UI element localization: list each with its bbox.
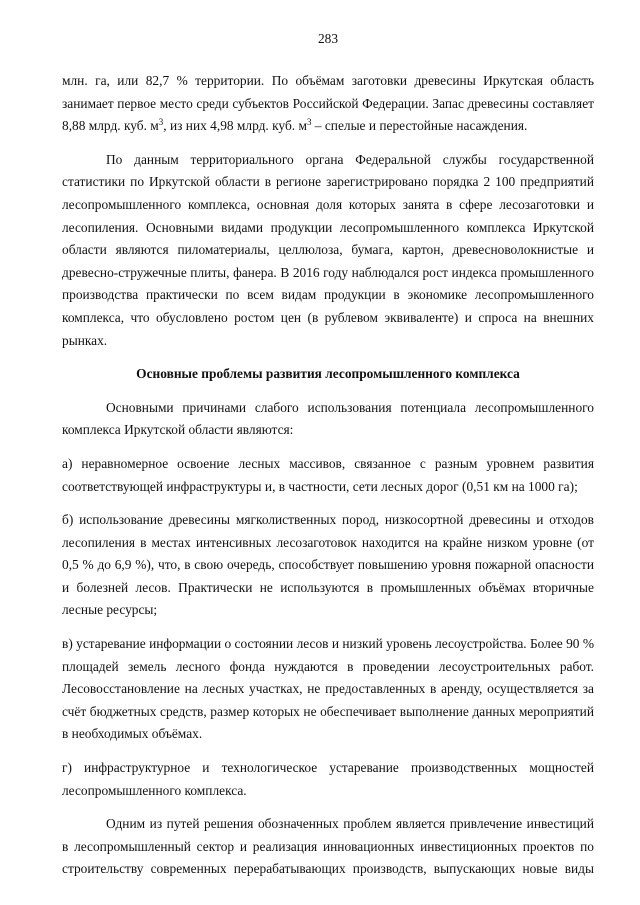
paragraph-reasons-intro: Основными причинами слабого использования потенциала лесопромышленного комплекса Иркутской области являются: xyxy=(62,399,594,438)
list-item-d: г) инфраструктурное и технологическое устаревание производственных мощностей лесопромышленного комплекса. xyxy=(62,760,594,798)
superscript-cubic-2: 3 xyxy=(306,117,312,128)
paragraph-forest-area xyxy=(62,70,594,138)
list-item-b: б) использование древесины мягколиственных пород, низкосортной древесины и отходов лесопиления в местах интенсивных лесозаготовок находится на крайне низком уровне (от 0,5 % до 6,9 %), что, в свою очередь, способствует повышению уровня пожарной опасности и болезней лесов. Практически не используются в промышленных объёмах вторичные лесные ресурсы; xyxy=(62,512,594,618)
page-number: 283 xyxy=(317,31,339,46)
paragraph-investments: Одним из путей решения обозначенных проблем является привлечение инвестиций в лесопромышленный сектор и реализация инновационных инвестиционных проектов по строительству современных перерабатывающих производств, выпускающих новые виды xyxy=(62,816,594,877)
list-item-a: а) неравномерное освоение лесных массивов, связанное с разным уровнем развития соответствующей инфраструктуры и, в частности, сети лесных дорог (0,51 км на 1000 га); xyxy=(62,455,594,494)
paragraph-forest-area-text-c: – спелые и перестойные насаждения. xyxy=(311,118,528,134)
paragraph-statistics: По данным территориального органа Федеральной службы государственной статистики по Иркутской области в регионе зарегистрировано порядка 2 100 предприятий лесопромышленного комплекса, основная доля которых занята в сфере лесозаготовки и лесопиления. Основными видами продукции лесопромышленного комплекса Иркутской области являются пиломатериалы, целлюлоза, бумага, картон, древесноволокнистые и древесно-стружечные плиты, фанера. В 2016 году наблюдался рост индекса промышленного производства практически по всем видам продукции в экономике лесопромышленного комплекса, что обусловлено ростом цен (в рублевом эквиваленте) и спроса на внешних рынках. xyxy=(62,151,594,348)
section-heading: Основные проблемы развития лесопромышленного комплекса xyxy=(136,366,520,382)
paragraph-forest-area-text-b: , из них 4,98 млрд. куб. м xyxy=(163,118,307,134)
superscript-cubic-1: 3 xyxy=(158,117,164,128)
paragraph-forest-area-text-a: млн. га, или 82,7 % территории. По объёмам заготовки древесины Иркутская область занимает первое место среди субъектов Российской Федерации. Запас древесины составляет 8,88 млрд. куб. м xyxy=(62,73,594,134)
document-page xyxy=(62,30,594,881)
list-item-c: в) устаревание информации о состоянии лесов и низкий уровень лесоустройства. Более 90 % площадей земель лесного фонда нуждаются в проведении лесоустроительных работ. Лесовосстановление на лесных участках, не предоставленных в аренду, осуществляется за счёт бюджетных средств, размер которых не обеспечивает выполнение данных мероприятий в необходимых объёмах. xyxy=(62,636,594,742)
